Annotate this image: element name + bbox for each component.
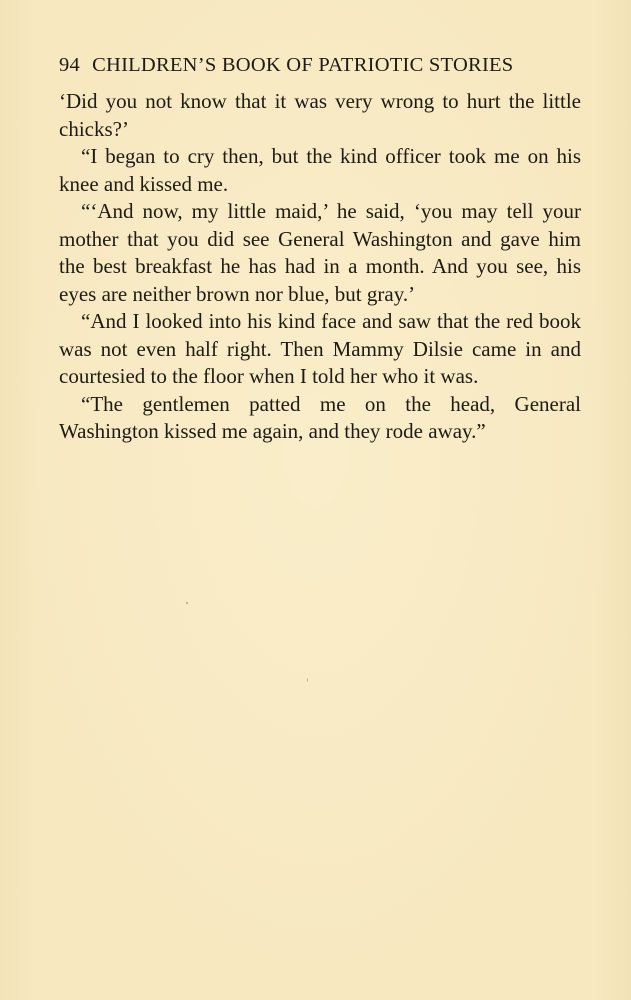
paper-speck	[307, 678, 308, 682]
running-title: CHILDREN’S BOOK OF PATRIOTIC STORIES	[92, 54, 514, 76]
book-page	[59, 50, 581, 446]
paper-speck	[186, 602, 188, 604]
running-head	[59, 50, 581, 80]
paragraph: “And I looked into his kind face and saw that the red book was not even half right. Then Mammy Dilsie came in and courtesied to the floor when I told her who it was.	[59, 309, 581, 388]
paragraph: “‘And now, my little maid,’ he said, ‘you may tell your mother that you did see General Washington and gave him the best breakfast he has had in a month. And you see, his eyes are neither brown nor blue, but gray.’	[59, 199, 581, 306]
page-number: 94	[59, 54, 81, 76]
body-text	[59, 88, 581, 446]
paragraph: “I began to cry then, but the kind officer took me on his knee and kissed me.	[59, 144, 581, 196]
paragraph-continued: ‘Did you not know that it was very wrong to hurt the little chicks?’	[59, 89, 581, 141]
paragraph: “The gentlemen patted me on the head, General Washington kissed me again, and they rode away.”	[59, 391, 581, 443]
